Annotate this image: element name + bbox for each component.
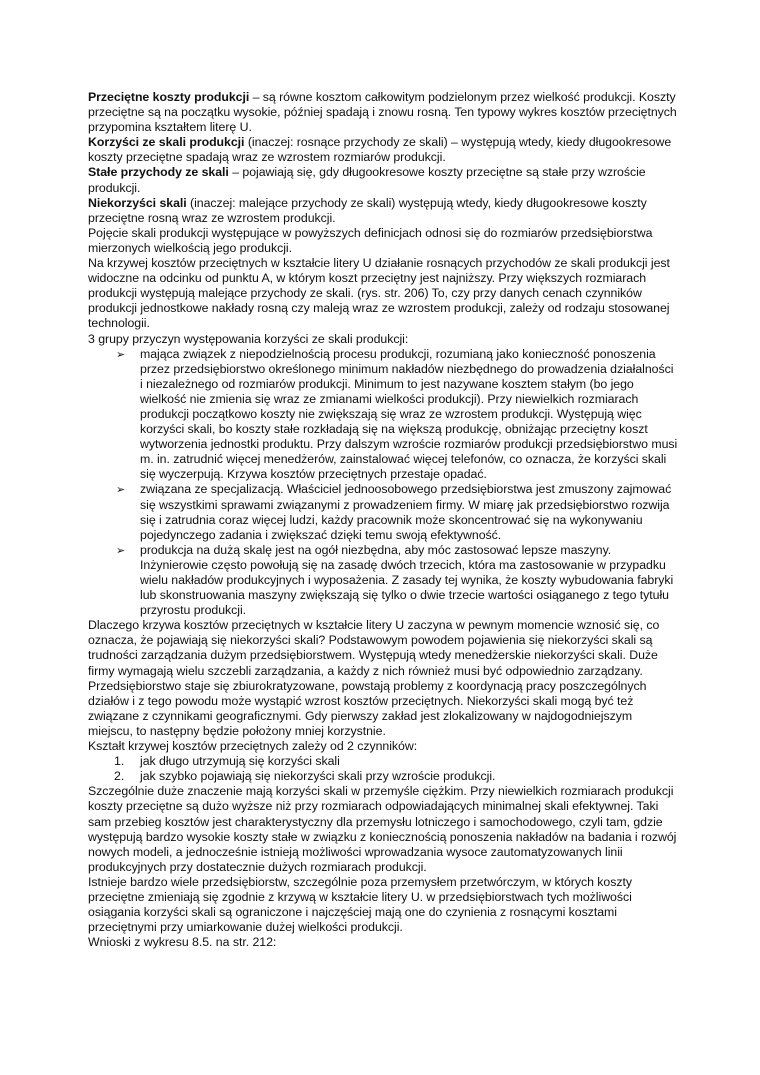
list-item [116,346,678,483]
paragraph-u-shaped-firms: Istnieje bardzo wiele przedsiębiorstw, szczególnie poza przemysłem przetwórczym, w których koszty przeciętne zmieniają się zgodnie z krzywą w kształcie litery U. w przedsiębiorstwach tych możliwości osiągania korzyści skali są ograniczone i najczęściej mają one do czynienia z rosnącymi kosztami przeciętnymi przy umiarkowanie dużej wielkości produkcji. [88,874,632,935]
paragraph-shape-factors: Kształt krzywej kosztów przeciętnych zależy od 2 czynników: [88,739,418,754]
definition-text: (inaczej: rosnące przychody ze skali) – występują wtedy, kiedy długookresowe koszty przeciętne spadają wraz ze wzrostem rozmiarów produkcji. [88,135,672,165]
paragraph-diseconomies-why: Dlaczego krzywa kosztów przeciętnych w kształcie litery U zaczyna w pewnym momencie wznosić się, co oznacza, że pojawiają się niekorzyści skali? Podstawowym powodem pojawienia się niekorzyści skali są trudności zarządzania dużym przedsiębiorstwem. Występują wtedy menedżerskie niekorzyści skali. Duże firmy wymagają wielu szczebli zarządzania, a każdy z nich również musi być odpowiednio zarządzany. Przedsiębiorstwo staje się zbiurokratyzowane, powstają problemy z koordynacją pracy poszczególnych działów i z tego powodu może wystąpić wzrost kosztów przeciętnych. Niekorzyści skali mogą być też związane z czynnikami geograficznymi. Gdy pierwszy zakład jest zlokalizowany w najdogodniejszym miejscu, to następny będzie położony mniej korzystnie. [88,618,660,738]
list-item [116,482,678,542]
paragraph-u-curve: Na krzywej kosztów przeciętnych w kształcie litery U działanie rosnących przychodów ze skali produkcji jest widoczne na odcinku od punktu A, w którym koszt przeciętny jest najniższy. Przy większych rozmiarach produkcji występują malejące przychody ze skali. (rys. str. 206) To, czy przy danych cenach czynników produkcji jednostkowe nakłady rosną czy maleją wraz ze wzrostem produkcji, zależy od rodzaju stosowanej technologii. [88,256,670,331]
term-constant-returns: Stałe przychody ze skali [88,165,229,180]
list-number: 1. [114,754,125,769]
paragraph-heavy-industry: Szczególnie duże znaczenie mają korzyści skali w przemyśle ciężkim. Przy niewielkich rozmiarach produkcji koszty przeciętne są dużo wyższe niż przy rozmiarach odpowiadających minimalnej skali efektywnej. Taki sam przebieg kosztów jest charakterystyczny dla przemysłu lotniczego i samochodowego, czyli tam, gdzie występują bardzo wysokie koszty stałe w związku z koniecznością ponoszenia nakładów na badania i rozwój nowych modeli, a jednocześnie istnieją możliwości wprowadzania wysoce zautomatyzowanych linii produkcyjnych przy dostatecznie dużych rozmiarach produkcji. [88,784,677,874]
definition-economies-of-scale [88,135,678,165]
document-page [88,90,678,950]
list-item-text: produkcja na dużą skalę jest na ogół niezbędna, aby móc zastosować lepsze maszyny. Inżynierowie często powołują się na zasadę dwóch trzecich, która ma zastosowanie w przypadku wielu nakładów produkcyjnych i wyposażenia. Z zasady tej wynika, że koszty wybudowania fabryki lub skonstruowania maszyny zwiększają się tylko o dwie trzecie wartości osiąganego z tego tytułu przyrostu produkcji. [140,542,674,618]
definition-diseconomies [88,196,678,226]
definition-text: – są równe kosztom całkowitym podzielonym przez wielkość produkcji. Koszty przeciętne są na początku wysokie, później spadają i znowu rosną. Ten typowy wykres kosztów przeciętnych przypomina kształtem literę U. [88,90,677,135]
list-item-text: mająca związek z niepodzielnością procesu produkcji, rozumianą jako konieczność ponoszenia przez przedsiębiorstwo określonego minimum nakładów niezbędnego do prowadzenia działalności i niezależnego od rozmiarów produkcji. Minimum to jest nazywane kosztem stałym (bo jego wielkość nie zmienia się wraz ze zmianami wielkości produkcji). Przy niewielkich rozmiarach produkcji początkowo koszty nie zwiększają się wraz ze wzrostem produkcji. Występują więc korzyści skali, bo koszty stałe rozkładają się na większą produkcję, obniżając przeciętny koszt wytworzenia jednostki produktu. Przy dalszym wzroście rozmiarów produkcji przedsiębiorstwo musi m. in. zatrudnić więcej menedżerów, zainstalować więcej telefonów, co oznacza, że korzyści skali się wyczerpują. Krzywa kosztów przeciętnych przestaje opadać. [140,346,678,482]
list-item-text: jak szybko pojawiają się niekorzyści skali przy wzroście produkcji. [140,769,496,784]
term-average-costs: Przeciętne koszty produkcji [88,90,250,104]
list-item [114,769,678,784]
term-diseconomies: Niekorzyści skali [88,195,187,210]
paragraph-scale-concept: Pojęcie skali produkcji występujące w powyższych definicjach odnosi się do rozmiarów przedsiębiorstwa mierzonych wielkością jego produkcji. [88,225,653,255]
list-item [114,754,678,769]
arrow-bullet-icon: ➢ [116,483,126,497]
definition-average-costs [88,90,678,135]
factors-list [88,754,678,784]
term-economies-of-scale: Korzyści ze skali produkcji [88,135,245,150]
list-number: 2. [114,769,125,784]
paragraph-three-groups: 3 grupy przyczyn występowania korzyści ze skali produkcji: [88,331,409,346]
definition-text: – pojawiają się, gdy długookresowe koszty przeciętne są stałe przy wzroście produkcji. [88,165,646,195]
list-item [116,542,678,618]
arrow-bullet-icon: ➢ [116,543,126,557]
definition-text: (inaczej: malejące przychody ze skali) występują wtedy, kiedy długookresowe koszty przeciętne rosną wraz ze wzrostem produkcji. [88,195,647,225]
paragraph-conclusions: Wnioski z wykresu 8.5. na str. 212: [88,935,277,950]
definition-constant-returns [88,165,678,195]
arrow-bullet-icon: ➢ [116,347,126,361]
list-item-text: związana ze specjalizacją. Właściciel jednoosobowego przedsiębiorstwa jest zmuszony zajmować się wszystkimi sprawami związanymi z prowadzeniem firmy. W miarę jak przedsiębiorstwo rozwija się i zatrudnia coraz więcej ludzi, każdy pracownik może skoncentrować się na wykonywaniu pojedynczego zadania i zwiększać dzięki temu swoją efektywność. [140,482,672,542]
list-item-text: jak długo utrzymują się korzyści skali [140,754,340,769]
causes-list [88,347,678,619]
